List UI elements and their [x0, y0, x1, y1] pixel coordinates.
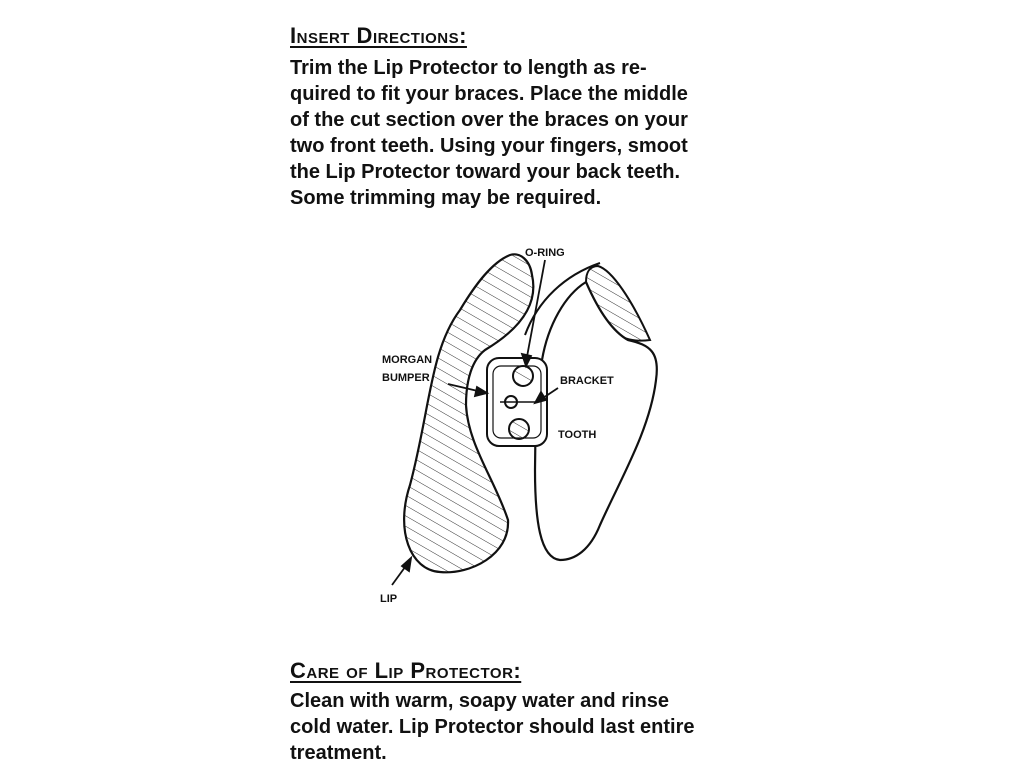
insert-line-6: Some trimming may be required.	[290, 187, 602, 209]
lip-protector-diagram	[360, 230, 700, 630]
insert-line-1: Trim the Lip Protector to length as re-	[290, 57, 647, 79]
label-bumper: BUMPER	[382, 372, 430, 384]
insert-line-2: quired to fit your braces. Place the middle	[290, 83, 688, 105]
bracket-lower	[509, 419, 529, 439]
care-heading: Care of Lip Protector:	[290, 658, 522, 683]
care-line-1: Clean with warm, soapy water and rinse	[290, 690, 670, 712]
insert-directions-heading: Insert Directions:	[290, 23, 467, 48]
label-bracket: BRACKET	[560, 375, 614, 387]
care-line-3: treatment.	[290, 742, 387, 764]
care-text	[290, 688, 695, 766]
insert-line-4: two front teeth. Using your fingers, smoot	[290, 135, 688, 157]
label-morgan: MORGAN	[382, 354, 433, 366]
label-o-ring: O-RING	[525, 247, 565, 259]
bracket-upper	[513, 366, 533, 386]
insert-directions-text	[290, 55, 768, 211]
care-line-2: cold water. Lip Protector should last entire	[290, 716, 695, 738]
insert-line-3: of the cut section over the braces on your	[290, 109, 688, 131]
insert-line-5: the Lip Protector toward your back teeth.	[290, 161, 681, 183]
label-tooth: TOOTH	[558, 429, 597, 441]
label-lip: LIP	[380, 593, 398, 605]
